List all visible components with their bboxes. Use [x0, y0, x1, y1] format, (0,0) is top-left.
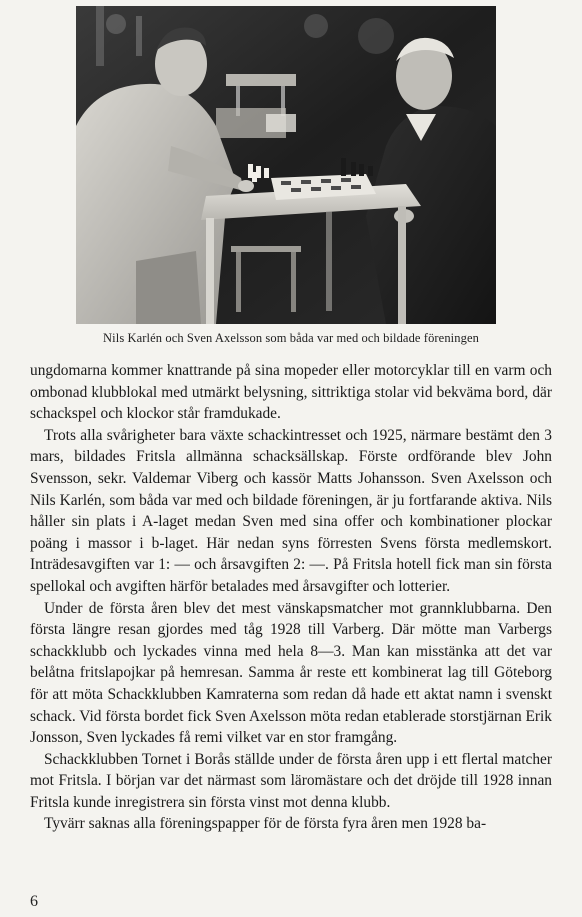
paragraph-1: ungdomarna kommer knattrande på sina mopeder eller motorcyklar till en varm och ombonad klubblokal med utmärkt belysning, sittriktiga stolar vid bekväma bord, där schackspel och klockor står framdukade. [30, 362, 552, 423]
paragraph-5: Tyvärr saknas alla föreningspapper för de första fyra åren men 1928 ba- [44, 815, 487, 833]
paragraph-4: Schackklubben Tornet i Borås ställde under de första åren upp i ett flertal matcher mot Fritsla. I början var det närmast som läromästare och det dröjde till 1928 innan Fritsla kunde inregistrera sin första vinst mot denna klubb. [30, 750, 552, 811]
photo-caption: Nils Karlén och Sven Axelsson som båda var med och bildade föreningen [103, 331, 479, 345]
paragraph-3: Under de första åren blev det mest vänskapsmatcher mot grannklubbarna. Den första längre resan gjordes med tåg 1928 till Varberg. Där mötte man Varbergs schackklubb och lyckades vinna med hela 8—3. Man kan misstänka att det var belåtna fritslapojkar på hemresan. Samma år reste ett kombinerat lag till Göteborg för att möta Schackklubben Kamraterna som redan då hade ett aktat namn i svenskt schack. Vid första bordet fick Sven Axelsson möta redan etablerade storstjärnan Erik Jonsson, Sven lyckades få remi vilket var en stor framgång. [30, 599, 552, 747]
paragraph-2: Trots alla svårigheter bara växte schackintresset och 1925, närmare bestämt den 3 mars, bildades Fritsla allmänna schacksällskap. Förste ordförande blev John Svensson, sekr. Valdemar Viberg och kassör Matts Johansson. Sven Axelsson och Nils Karlén, som båda var med och bildade föreningen, är ju fortfarande aktiva. Nils håller sin plats i A-laget medan Sven med sina offer och kombinationer plockar poäng i massor i b-laget. Här nedan syns förresten Svens första medlemskort. Inträdesavgiften var 1: — och årsavgiften 2: —. På Fritsla hotell fick man sin första spellokal och avgiften härför betalades med årsavgifter och lotterier. [30, 426, 552, 595]
article-body [30, 360, 552, 835]
chess-players-photo [76, 6, 496, 324]
page-number: 6 [30, 893, 38, 910]
